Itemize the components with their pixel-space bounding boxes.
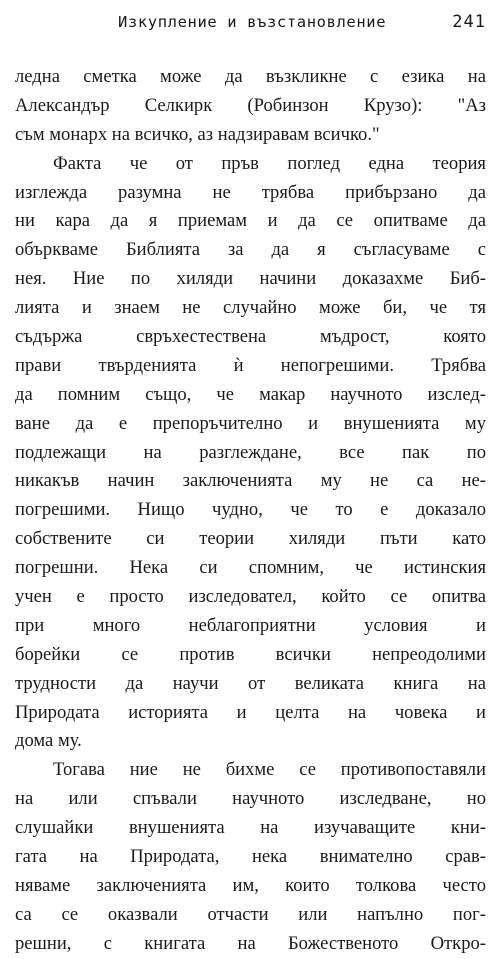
text-line: борейки се против всички непреодолими xyxy=(15,643,486,665)
text-line: съм монарх на всичко, аз надзиравам всичко." xyxy=(15,123,380,145)
text-line: объркваме Библията за да я съгласуваме с xyxy=(15,239,486,261)
text-line: гата на Природата, нека внимателно срав- xyxy=(15,846,486,868)
text-line: трудности да научи от великата книга на xyxy=(15,672,486,694)
text-line: изглежда разумна не трябва прибързано да xyxy=(15,181,486,203)
text-line: ни кара да я приемам и да се опитваме да xyxy=(15,210,486,232)
text-line: прави твърденията ѝ непогрешими. Трябва xyxy=(15,354,486,376)
running-header xyxy=(0,7,500,37)
text-line: Александър Селкирк (Робинзон Крузо): "Аз xyxy=(15,94,486,116)
text-line: съдържа свръхестествена мъдрост, която xyxy=(15,326,486,348)
text-line: дома му. xyxy=(15,730,82,752)
text-line: са се оказвали отчасти или напълно пог- xyxy=(15,903,486,925)
text-line: ледна сметка може да възкликне с езика на xyxy=(15,66,486,87)
text-line: лията и знаем не случайно може би, че тя xyxy=(15,297,486,319)
text-line: слушайки внушенията на изучаващите кни- xyxy=(15,817,486,839)
text-line: погрешими. Нищо чудно, че то е доказало xyxy=(15,499,486,521)
text-line: Природата историята и целта на човека и xyxy=(15,701,486,723)
text-line: решни, с книгата на Божественото Откро- xyxy=(15,932,486,954)
paragraph-first-line: Тогава ние не бихме се противопоставяли xyxy=(53,759,486,781)
body-text xyxy=(15,63,486,959)
text-line: нея. Ние по хиляди начини доказахме Биб- xyxy=(15,268,486,290)
text-line: учен е просто изследовател, който се опитва xyxy=(15,586,486,608)
running-title: Изкупление и възстановление xyxy=(118,13,387,31)
text-line: да помним също, че макар научното изслед- xyxy=(15,383,486,405)
text-line: няваме заключенията им, които толкова често xyxy=(15,874,486,896)
text-line: погрешни. Нека си спомним, че истинския xyxy=(15,557,486,579)
page-number: 241 xyxy=(452,12,486,32)
text-line: ване да е препоръчително и внушенията му xyxy=(15,412,486,434)
text-line: на или спъвали научното изследване, но xyxy=(15,788,486,810)
paragraph-first-line: Факта че от пръв поглед една теория xyxy=(53,152,486,174)
text-line: при много неблагоприятни условия и xyxy=(15,614,486,636)
text-line: никакъв начин заключенията му не са не- xyxy=(15,470,486,492)
text-line: собствените си теории хиляди пъти като xyxy=(15,528,486,550)
text-line: подлежащи на разглеждане, все пак по xyxy=(15,441,486,463)
